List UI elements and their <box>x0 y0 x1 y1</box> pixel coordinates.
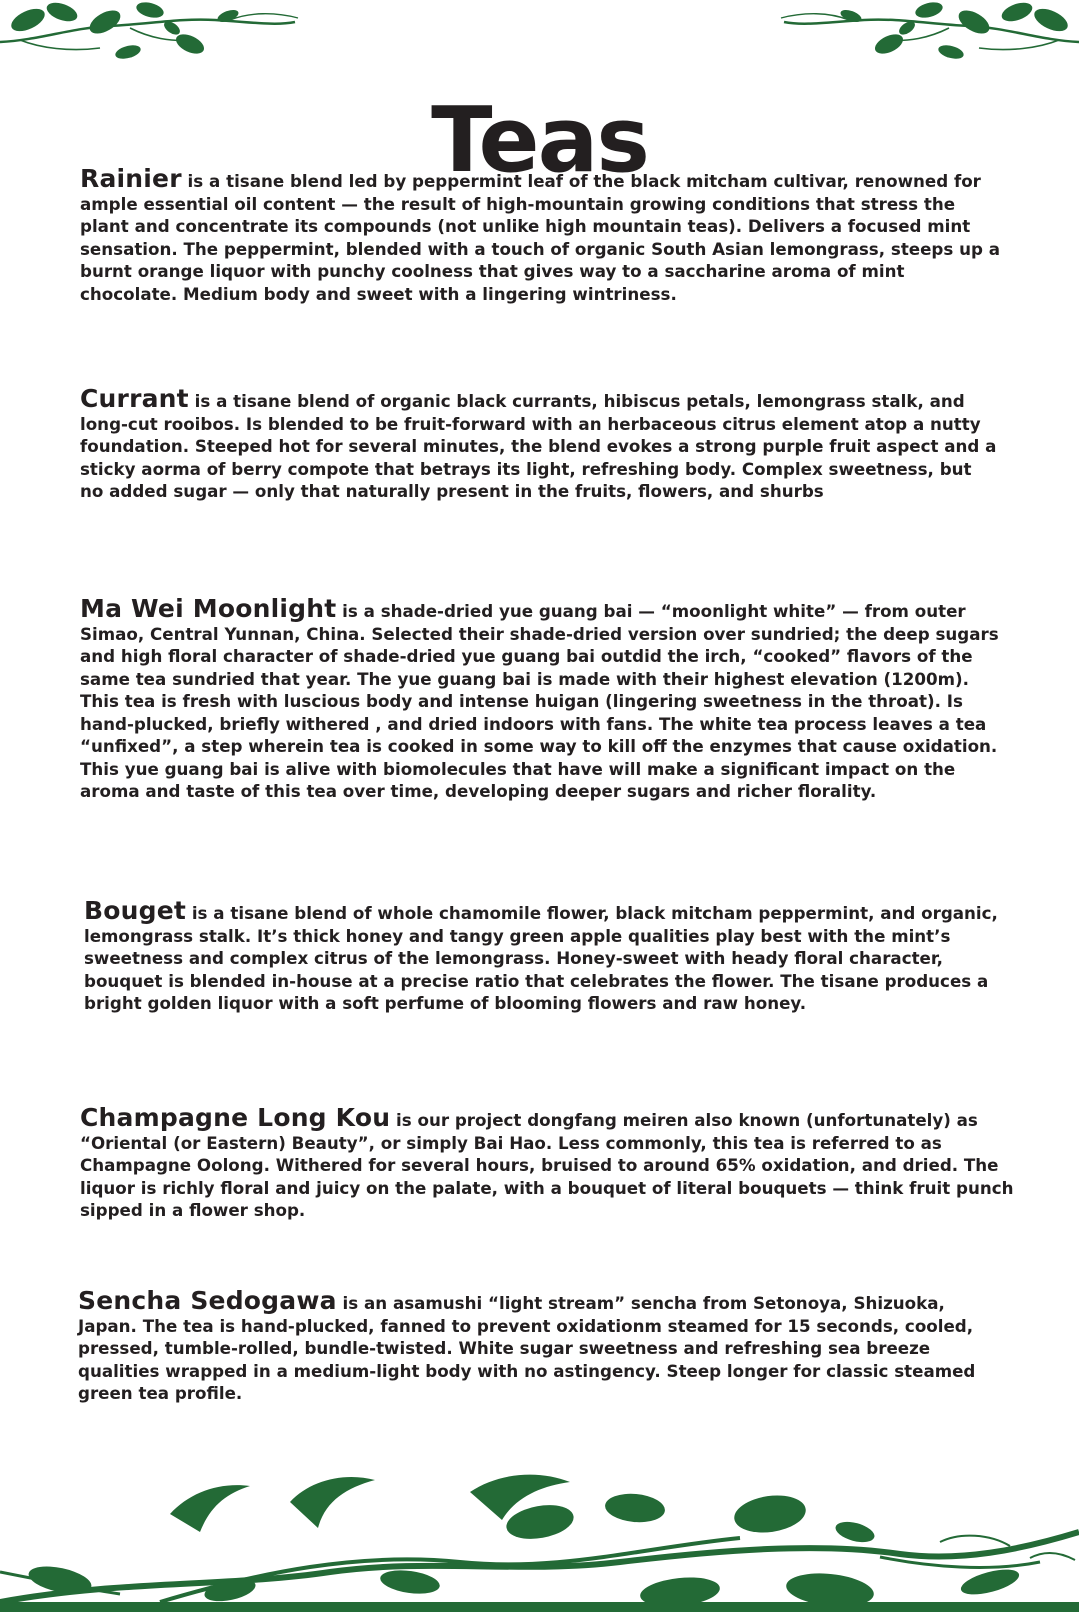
tea-entry <box>84 896 1000 1015</box>
tea-name: Currant <box>80 384 189 413</box>
tea-name: Rainier <box>80 164 182 193</box>
vine-top-left-icon <box>0 0 305 70</box>
tea-name: Bouget <box>84 896 187 925</box>
tea-description: is our project dongfang meiren also known (unfortunately) as “Oriental (or Eastern) Beauty”, or simply Bai Hao. Less commonly, this tea is referred to as Champagne Oolong. Withered for several hours, bruised to around 65% oxidation, and dried. The liquor is richly floral and juicy on the palate, with a bouquet of literal bouquets — think fruit punch sipped in a flower shop. <box>80 1110 1014 1220</box>
vine-top-right-icon <box>774 0 1079 70</box>
tea-entry <box>80 1103 1020 1222</box>
tea-entry <box>80 594 1000 803</box>
tea-name: Sencha Sedogawa <box>78 1286 337 1315</box>
tea-name: Ma Wei Moonlight <box>80 594 337 623</box>
tea-description: is a tisane blend of organic black currants, hibiscus petals, lemongrass stalk, and long-cut rooibos. Is blended to be fruit-forward with an herbaceous citrus element atop a nutty foundation. Steeped hot for several minutes, the blend evokes a strong purple fruit aspect and a sticky aorma of berry compote that betrays its light, refreshing body. Complex sweetness, but no added sugar — only that naturally present in the fruits, flowers, and shurbs <box>80 391 997 501</box>
tea-entry <box>80 384 1000 503</box>
tea-entry <box>78 1286 998 1405</box>
tea-description: is a tisane blend of whole chamomile flower, black mitcham peppermint, and organic, lemongrass stalk. It’s thick honey and tangy green apple qualities play best with the mint’s sweetness and complex citrus of the lemongrass. Honey-sweet with heady floral character, bouquet is blended in-house at a precise ratio that celebrates the flower. The tisane produces a bright golden liquor with a soft perfume of blooming flowers and raw honey. <box>84 903 998 1013</box>
vine-bottom-icon <box>0 1462 1079 1612</box>
tea-description: is an asamushi “light stream” sencha from Setonoya, Shizuoka, Japan. The tea is hand-plucked, fanned to prevent oxidationm steamed for 15 seconds, cooled, pressed, tumble-rolled, bundle-twisted. White sugar sweetness and refreshing sea breeze qualities wrapped in a medium-light body with no astingency. Steep longer for classic steamed green tea profile. <box>78 1293 976 1403</box>
tea-description: is a tisane blend led by peppermint leaf of the black mitcham cultivar, renowned for ample essential oil content — the result of high-mountain growing conditions that stress the plant and concentrate its compounds (not unlike high mountain teas). Delivers a focused mint sensation. The peppermint, blended with a touch of organic South Asian lemongrass, steeps up a burnt orange liquor with punchy coolness that gives way to a saccharine aroma of mint chocolate. Medium body and sweet with a lingering wintriness. <box>80 171 1001 304</box>
tea-name: Champagne Long Kou <box>80 1103 391 1132</box>
tea-entry <box>80 164 1001 305</box>
page-title: Teas <box>431 88 648 194</box>
tea-description: is a shade-dried yue guang bai — “moonlight white” — from outer Simao, Central Yunnan, China. Selected their shade-dried version over sundried; the deep sugars and high floral character of shade-dried yue guang bai outdid the irch, “cooked” flavors of the same tea sundried that year. The yue guang bai is made with their highest elevation (1200m). This tea is fresh with luscious body and intense huigan (lingering sweetness in the throat). Is hand-plucked, briefly withered , and dried indoors with fans. The white tea process leaves a tea “unfixed”, a step wherein tea is cooked in some way to kill off the enzymes that cause oxidation. This yue guang bai is alive with biomolecules that have will make a significant impact on the aroma and taste of this tea over time, developing deeper sugars and richer florality. <box>80 601 999 801</box>
